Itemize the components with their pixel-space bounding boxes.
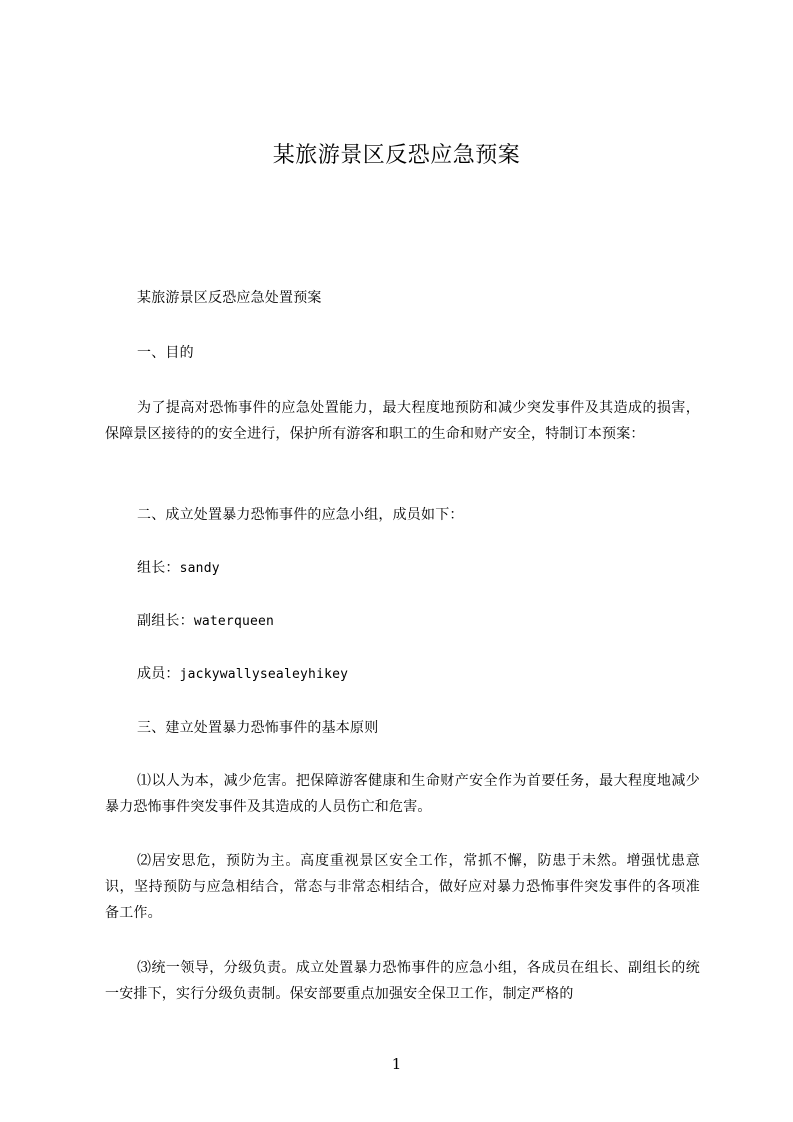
team-members-value: jackywallysealeyhikey [179,667,349,682]
team-leader-value: sandy [179,561,220,576]
team-members-label: 成员： [137,666,180,682]
team-leader-label: 组长： [137,560,180,576]
document-subtitle: 某旅游景区反恐应急处置预案 [137,290,322,306]
section-heading-principles: 三、建立处置暴力恐怖事件的基本原则 [137,720,379,736]
team-deputy-label: 副组长： [137,613,194,629]
team-deputy-line [105,608,732,635]
document-title: 某旅游景区反恐应急预案 [272,143,521,168]
team-leader-line [105,555,732,582]
team-deputy-value: waterqueen [193,614,275,629]
page-number: 1 [391,1055,402,1073]
principle-3: ⑶统一领导，分级负责。成立处置暴力恐怖事件的应急小组，各成员在组长、副组长的统一安排下，实行分级负责制。保安部要重点加强安全保卫工作，制定严格的 [105,960,700,1002]
section-heading-team: 二、成立处置暴力恐怖事件的应急小组，成员如下： [137,507,464,523]
principle-1: ⑴以人为本，减少危害。把保障游客健康和生命财产安全作为首要任务，最大程度地减少暴力恐怖事件突发事件及其造成的人员伤亡和危害。 [105,773,700,815]
section-body-purpose: 为了提高对恐怖事件的应急处置能力，最大程度地预防和减少突发事件及其造成的损害，保障景区接待的的安全进行，保护所有游客和职工的生命和财产安全，特制订本预案： [105,400,700,442]
team-members-line [105,661,732,688]
section-heading-purpose: 一、目的 [137,345,194,361]
principle-2: ⑵居安思危，预防为主。高度重视景区安全工作，常抓不懈，防患于未然。增强忧患意识，坚持预防与应急相结合，常态与非常态相结合，做好应对暴力恐怖事件突发事件的各项准备工作。 [105,853,700,921]
